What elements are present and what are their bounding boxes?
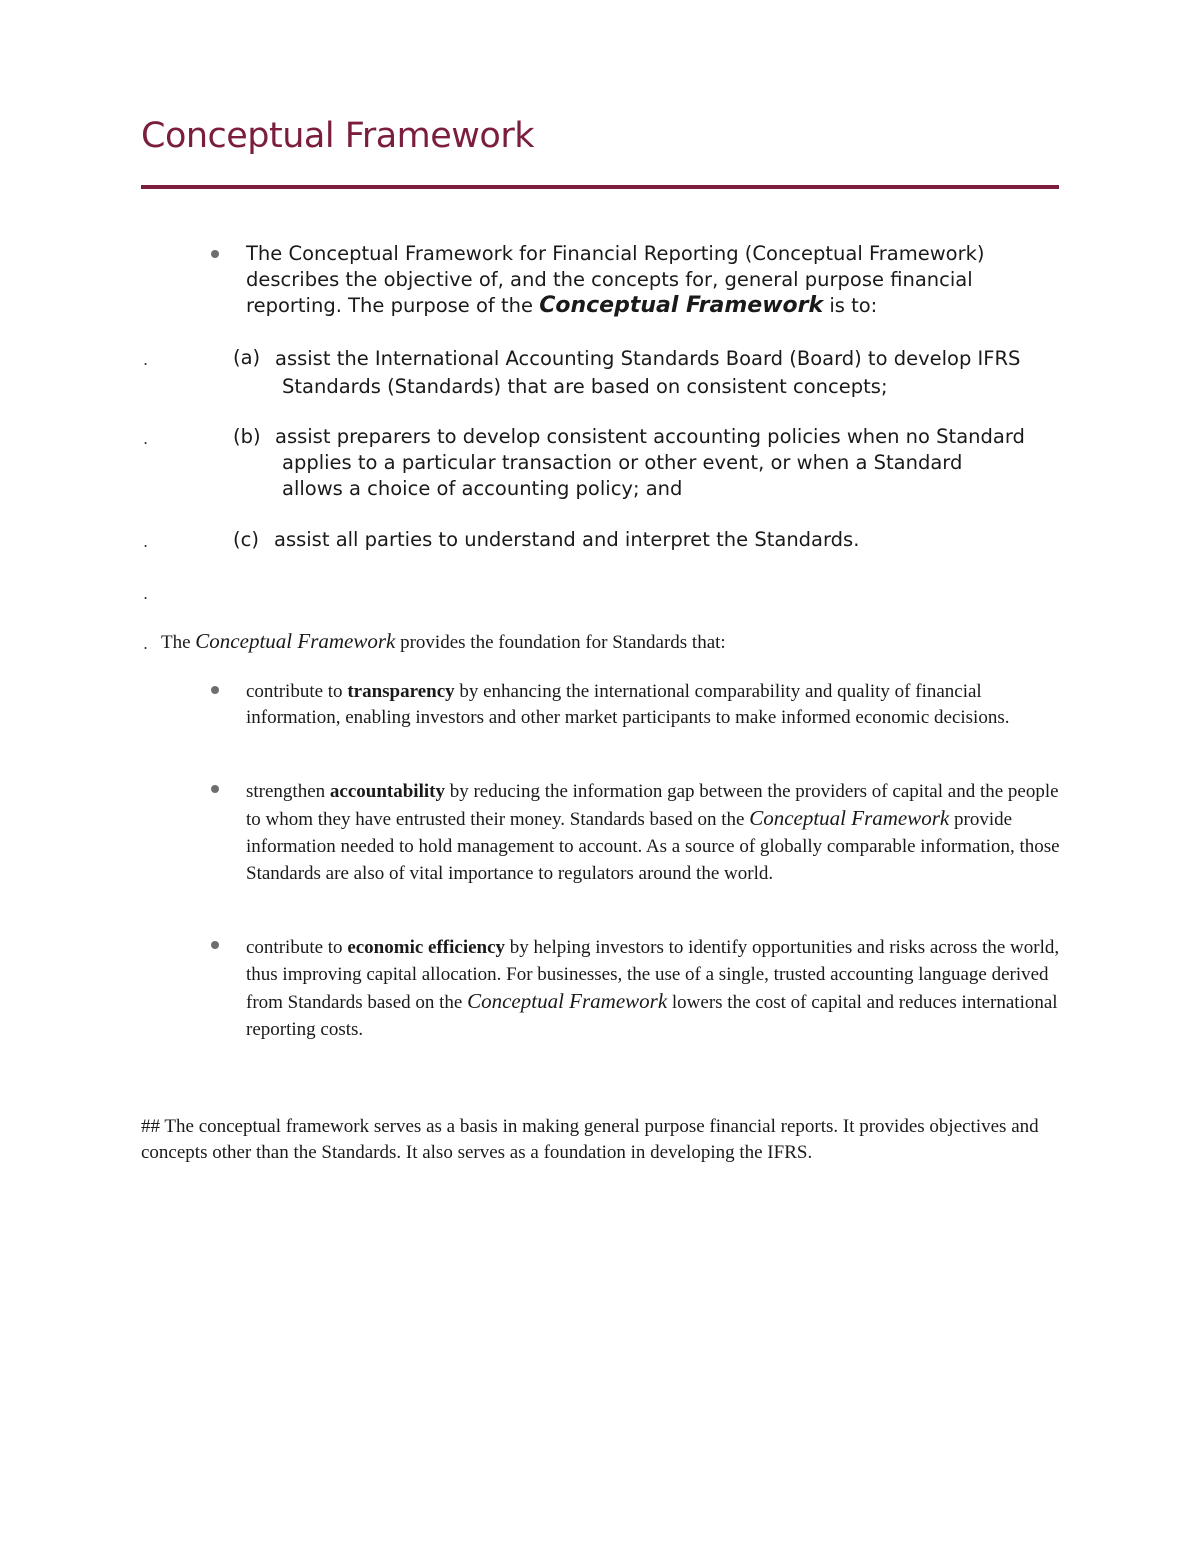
- title-divider: [141, 185, 1059, 189]
- item-marker: .: [143, 350, 149, 369]
- benefit-transparency: [246, 679, 1061, 731]
- item-text-b-content: assist preparers to develop consistent accounting policies when no Standard applies to a particular transaction or other event, or when a Standard allows a choice of accounting policy; and: [275, 425, 1025, 500]
- benefit-keyword: economic efficiency: [347, 937, 506, 958]
- bullet-icon: [211, 250, 219, 258]
- foundation-text: The: [161, 632, 196, 653]
- intro-text: The Conceptual Framework for Financial Reporting (Conceptual Framework) describes the objective of, and the concepts for, general purpose financial reporting. The purpose of the: [246, 242, 985, 317]
- benefit-text: contribute to: [246, 681, 348, 702]
- benefit-text-end: provide information needed to hold management to account. As a source of globally comparable information, those Standards are also of vital importance to regulators around the world.: [246, 809, 1060, 884]
- benefit-text: strengthen: [246, 781, 330, 802]
- benefit-text-end: by enhancing the international comparability and quality of financial information, enabling investors and other market participants to make informed economic decisions.: [246, 681, 1010, 728]
- benefit-text: contribute to: [246, 937, 348, 958]
- intro-paragraph: [246, 241, 1066, 319]
- item-marker: .: [143, 429, 149, 448]
- item-text-a: [275, 345, 1045, 401]
- bullet-icon: [211, 941, 219, 949]
- intro-text-end: is to:: [823, 294, 878, 317]
- empty-marker: .: [143, 584, 149, 603]
- foundation-marker: .: [143, 634, 149, 653]
- benefit-text-mid: by reducing the information gap between the providers of capital and the people to whom they have entrusted their money. Standards based on the: [246, 781, 1059, 830]
- item-label-b: (b): [233, 425, 261, 448]
- benefit-efficiency: [246, 934, 1061, 1043]
- item-text-c: [274, 527, 1054, 553]
- item-label-c: (c): [233, 528, 259, 551]
- benefit-keyword: accountability: [329, 781, 445, 802]
- benefit-text-mid: by helping investors to identify opportunities and risks across the world, thus improving capital allocation. For businesses, the use of a single, trusted accounting language derived from Standards based on the: [246, 937, 1060, 1013]
- item-text-c-content: assist all parties to understand and interpret the Standards.: [274, 528, 860, 551]
- foundation-text-end: provides the foundation for Standards that:: [395, 632, 726, 653]
- summary-note: ## The conceptual framework serves as a basis in making general purpose financial reports. It provides objectives and concepts other than the Standards. It also serves as a foundation in developing the IFRS.: [141, 1116, 1039, 1163]
- bullet-icon: [211, 785, 219, 793]
- benefit-text-end: lowers the cost of capital and reduces international reporting costs.: [246, 992, 1058, 1040]
- item-text-a-content: assist the International Accounting Standards Board (Board) to develop IFRS Standards (Standards) that are based on consistent concepts;: [275, 347, 1021, 398]
- benefit-emphasis: Conceptual Framework: [749, 806, 950, 830]
- benefit-accountability: [246, 778, 1061, 887]
- item-label-a: (a): [233, 346, 261, 369]
- benefit-keyword: transparency: [347, 681, 455, 702]
- benefit-emphasis: Conceptual Framework: [467, 989, 668, 1013]
- page-title: Conceptual Framework: [141, 116, 534, 156]
- intro-emphasis: Conceptual Framework: [539, 293, 824, 318]
- foundation-emphasis: Conceptual Framework: [195, 629, 396, 653]
- bullet-icon: [211, 686, 219, 694]
- item-text-b: [275, 424, 1025, 502]
- item-marker: .: [143, 532, 149, 551]
- foundation-paragraph: [161, 628, 1061, 656]
